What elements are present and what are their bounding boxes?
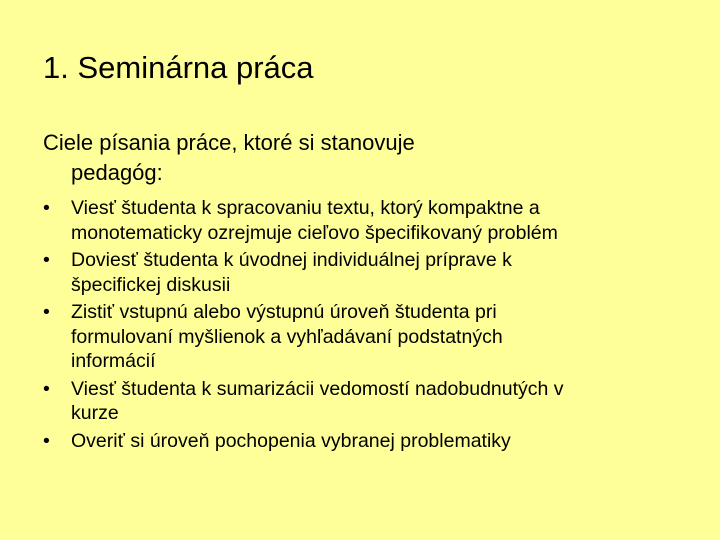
list-item-line: Viesť študenta k spracovaniu textu, ktorý kompaktne a	[71, 197, 540, 219]
list-item-text	[71, 429, 703, 454]
bullet-icon: •	[43, 377, 50, 400]
list-item-line: kurze	[71, 402, 119, 424]
list-item-line: formulovaní myšlienok a vyhľadávaní podstatných	[71, 325, 503, 348]
subheading-line: Ciele písania práce, ktoré si stanovuje	[43, 130, 415, 155]
list-item-text	[71, 300, 703, 374]
list-item	[43, 248, 703, 297]
list-item-line: Zistiť vstupnú alebo výstupnú úroveň študenta pri	[71, 301, 497, 323]
goals-list	[43, 196, 703, 456]
list-item-line: Doviesť študenta k úvodnej individuálnej príprave k	[71, 249, 512, 271]
slide-title: 1. Seminárna práca	[43, 50, 314, 85]
list-item-line: informácií	[71, 350, 156, 372]
list-item-line: Viesť študenta k sumarizácii vedomostí nadobudnutých v	[71, 377, 564, 400]
bullet-icon: •	[43, 197, 50, 219]
list-item	[43, 300, 703, 374]
list-item-text	[71, 196, 703, 245]
list-item-line: špecifickej diskusii	[71, 273, 231, 296]
list-item	[43, 377, 703, 426]
list-item-line: monotematicky ozrejmuje cieľovo špecifikovaný problém	[71, 221, 558, 244]
bullet-icon: •	[43, 249, 50, 271]
list-item	[43, 196, 703, 245]
list-item-text	[71, 377, 703, 426]
list-item-text	[71, 248, 703, 297]
list-item	[43, 429, 703, 454]
bullet-icon: •	[43, 429, 50, 452]
subheading-line: pedagóg:	[71, 160, 163, 185]
list-item-line: Overiť si úroveň pochopenia vybranej problematiky	[71, 429, 511, 452]
bullet-icon: •	[43, 301, 50, 323]
slide-subheading	[43, 128, 643, 188]
